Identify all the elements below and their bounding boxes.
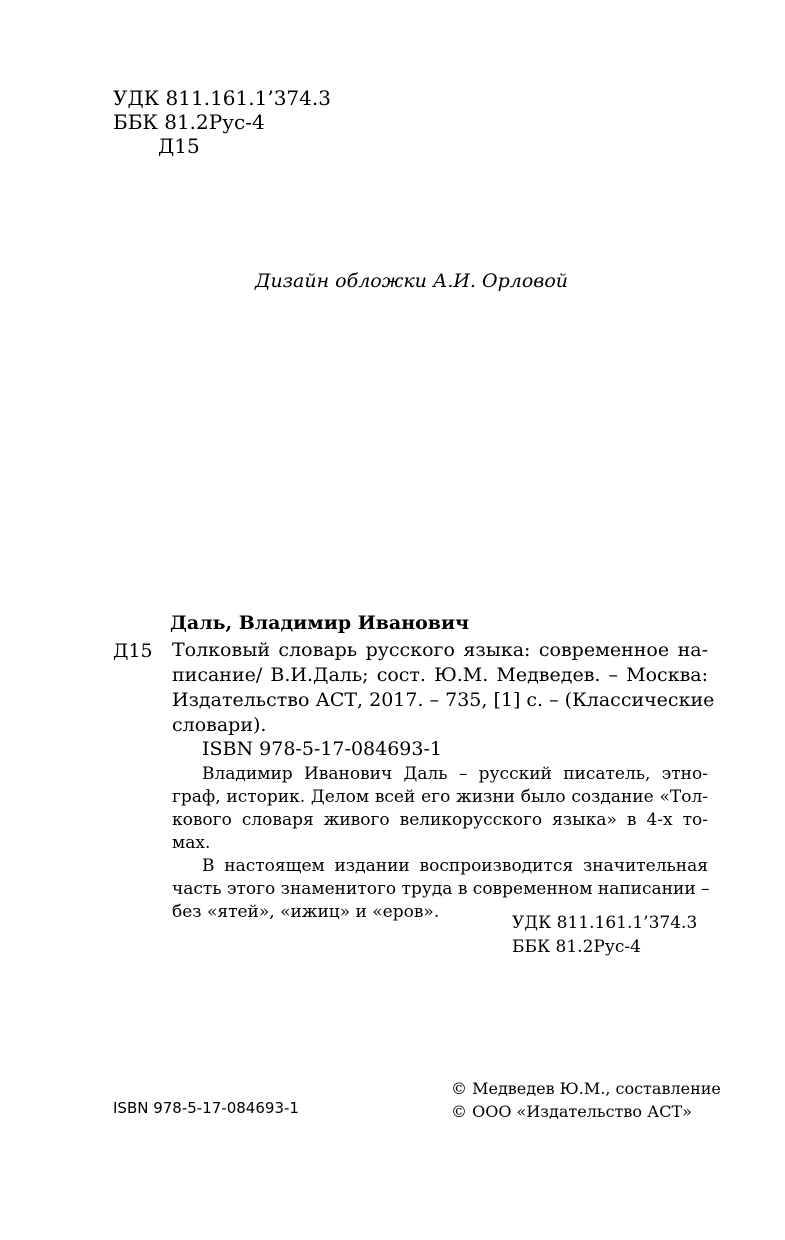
bib-description-line: словари). [172, 714, 267, 736]
annotation-line: мах. [172, 833, 211, 853]
copyright-compiler: © Медведев Ю.М., составление [451, 1079, 721, 1098]
top-udk: УДК 811.161.1’374.3 [113, 86, 331, 110]
top-author-mark: Д15 [158, 134, 200, 158]
cover-design-credit: Дизайн обложки А.И. Орловой [255, 270, 569, 292]
record-isbn: ISBN 978-5-17-084693-1 [202, 738, 442, 760]
author-heading: Даль, Владимир Иванович [170, 612, 469, 634]
record-udk: УДК 811.161.1’374.3 [512, 913, 698, 933]
annotation-line: кового словаря живого великорусского языка» в 4-х то- [172, 810, 708, 830]
top-bbk: ББК 81.2Рус-4 [113, 110, 265, 134]
annotation-line: Владимир Иванович Даль – русский писатель, этно- [202, 764, 708, 784]
annotation-line: граф, историк. Делом всей его жизни было создание «Тол- [172, 787, 708, 807]
bib-description [172, 638, 715, 738]
annotation [172, 763, 708, 924]
copyright-publisher: © ООО «Издательство АСТ» [451, 1102, 692, 1121]
footer-isbn: ISBN 978-5-17-084693-1 [113, 1099, 299, 1117]
bib-description-line: Издательство АСТ, 2017. – 735, [1] с. – (Классические [172, 689, 715, 711]
bib-description-line: писание/ В.И.Даль; сост. Ю.М. Медведев. – Москва: [172, 664, 708, 686]
record-author-mark: Д15 [113, 640, 153, 662]
annotation-line: часть этого знаменитого труда в современном написании – [172, 879, 710, 899]
bib-description-line: Толковый словарь русского языка: современное на- [172, 639, 708, 661]
annotation-line: без «ятей», «ижиц» и «еров». [172, 902, 440, 922]
annotation-line: В настоящем издании воспроизводится значительная [202, 856, 708, 876]
record-bbk: ББК 81.2Рус-4 [512, 937, 641, 957]
